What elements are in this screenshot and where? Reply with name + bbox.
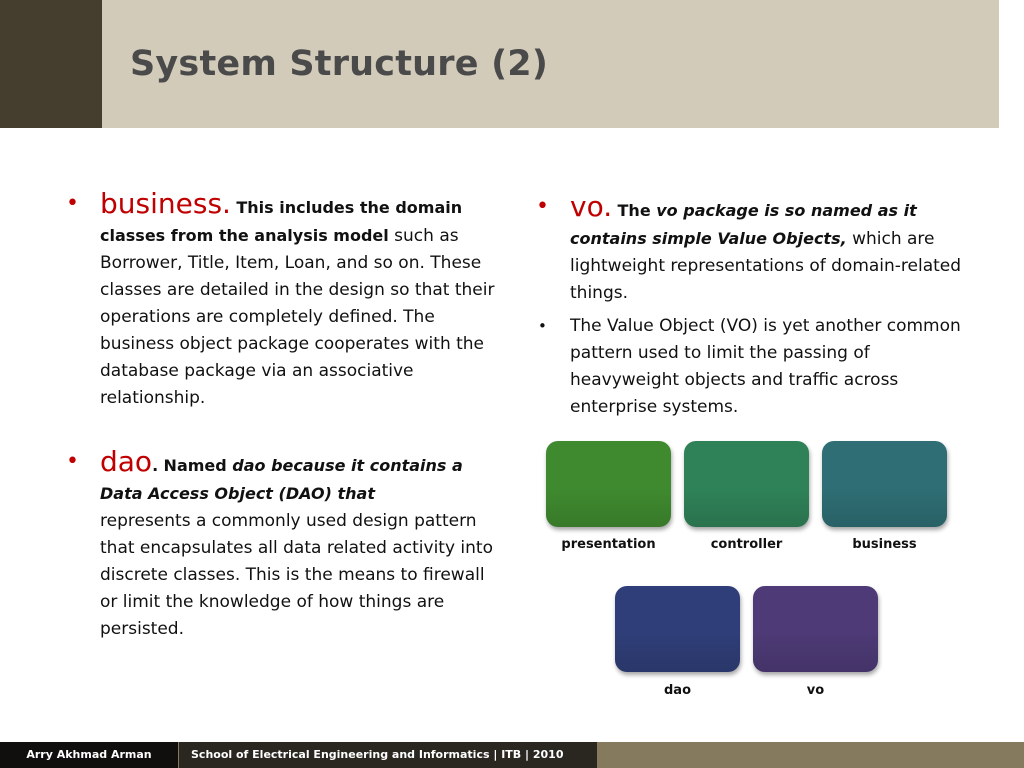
term-vo: vo. (570, 190, 613, 223)
footer-author: Arry Akhmad Arman (0, 742, 178, 768)
bullet-gap (60, 412, 500, 448)
bullet-dot-icon: • (66, 191, 79, 216)
term-business: business. (100, 187, 231, 220)
header-dark-block (0, 0, 102, 128)
box-label-presentation: presentation (561, 537, 656, 552)
slide-title: System Structure (2) (130, 44, 549, 84)
vo-pattern-text: The Value Object (VO) is yet another common pattern used to limit the passing of heavyweight objects and traffic across enterprise systems. (570, 316, 961, 417)
bullet-dao (60, 445, 500, 643)
bullet-dot-icon: • (536, 194, 549, 219)
dao-rest: represents a commonly used design pattern that encapsulates all data related activity into discrete classes. This is the means to firewall or limit the knowledge of how things are persisted. (100, 511, 494, 639)
box-business (822, 441, 947, 527)
sub-bullet-vo-pattern (530, 313, 970, 421)
bullet-dot-icon: • (66, 449, 79, 474)
box-presentation (546, 441, 671, 527)
box-label-business: business (852, 537, 917, 552)
dao-lead-italic: dao because it contains a Data Access Object (DAO) that (100, 456, 463, 503)
bullet-vo (530, 190, 970, 307)
vo-rest: which are lightweight representations of domain-related things. (570, 229, 962, 303)
vo-lead-italic: vo package is so named as it contains simple Value Objects, (570, 201, 917, 248)
right-column (530, 190, 970, 421)
dao-lead-plain: Named (163, 456, 233, 475)
box-controller (684, 441, 809, 527)
vo-lead-plain: The (617, 201, 657, 220)
business-lead: This includes the domain classes from the analysis model (100, 198, 463, 245)
business-rest: such as Borrower, Title, Item, Loan, and so on. These classes are detailed in the design so that their operations are completely defined. The business object package cooperates with the database package via an associative relationship. (100, 226, 495, 408)
footer-school: School of Electrical Engineering and Informatics | ITB | 2010 (179, 742, 597, 768)
bullet-business (60, 187, 500, 412)
dao-term-period: . (152, 456, 159, 475)
box-vo (753, 586, 878, 672)
left-column (60, 187, 500, 643)
sub-bullet-dot-icon: • (538, 317, 547, 335)
box-label-dao: dao (663, 683, 691, 698)
term-dao: dao (100, 445, 153, 478)
box-label-controller: controller (710, 537, 783, 552)
footer-bar (0, 742, 1024, 768)
box-dao (615, 586, 740, 672)
box-label-vo: vo (806, 683, 825, 698)
